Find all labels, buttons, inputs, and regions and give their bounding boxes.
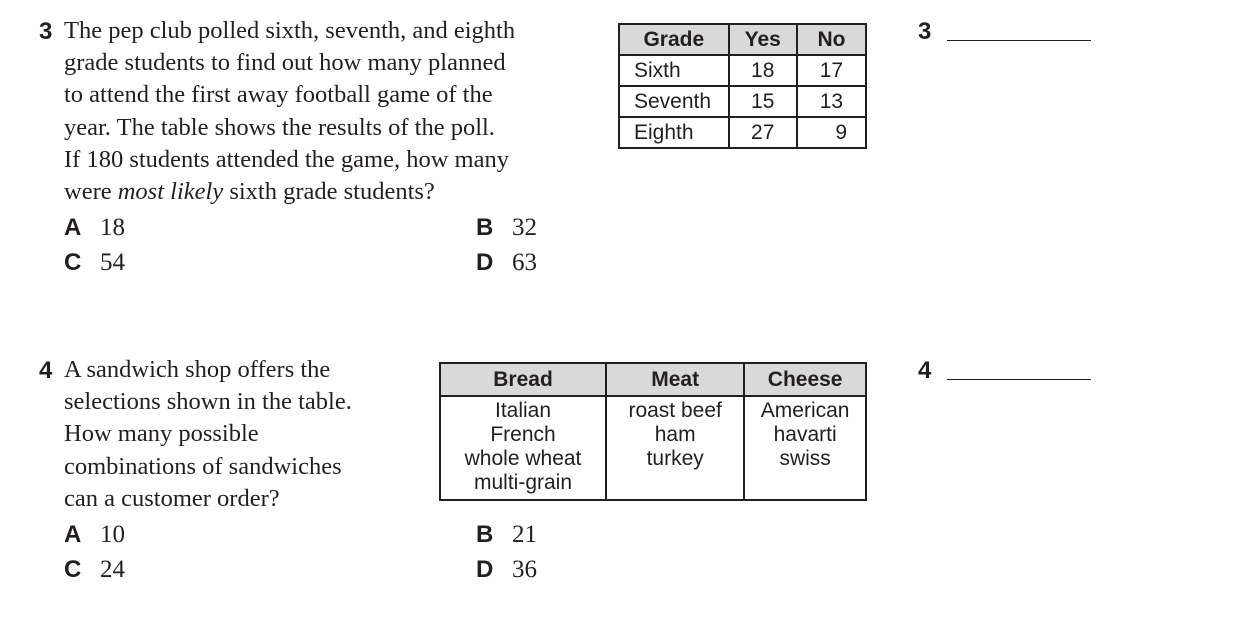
table-row <box>619 55 866 86</box>
choice-value: 36 <box>512 556 537 583</box>
yes-cell: 27 <box>729 117 797 148</box>
choice-3c[interactable] <box>64 247 125 279</box>
stem-text: were <box>64 178 118 206</box>
choice-3a[interactable] <box>64 212 125 244</box>
choice-3b[interactable] <box>476 212 537 244</box>
stem-line: A sandwich shop offers the <box>64 356 331 383</box>
stem-line: selections shown in the table. <box>64 388 352 416</box>
no-cell: 17 <box>797 55 866 86</box>
stem-line: to attend the first away football game of the <box>64 81 493 109</box>
column-header-cheese: Cheese <box>744 363 866 396</box>
question-3-stem <box>64 15 515 208</box>
choice-letter: D <box>476 249 494 276</box>
bread-option: whole wheat <box>464 447 582 470</box>
choice-4d[interactable] <box>476 554 537 586</box>
stem-line: If 180 students attended the game, how many <box>64 145 509 173</box>
poll-results-table <box>618 23 867 149</box>
cheese-option: havarti <box>773 423 837 446</box>
choice-4b[interactable] <box>476 519 537 551</box>
table-header-row <box>440 363 866 396</box>
stem-line: combinations of sandwiches <box>64 452 342 480</box>
stem-line: can a customer order? <box>64 484 280 512</box>
bread-option: multi-grain <box>474 471 573 494</box>
table-header-row <box>619 24 866 55</box>
choice-4a[interactable] <box>64 519 125 551</box>
column-header-yes: Yes <box>729 24 797 55</box>
column-header-grade: Grade <box>619 24 729 55</box>
column-header-meat: Meat <box>606 363 744 396</box>
grade-cell: Sixth <box>619 55 729 86</box>
bread-option: French <box>490 423 556 446</box>
stem-line: grade students to find out how many planned <box>64 49 506 77</box>
grade-cell: Seventh <box>619 86 729 117</box>
question-4-number: 4 <box>39 357 53 384</box>
choice-value: 21 <box>512 521 537 548</box>
question-3-number: 3 <box>39 18 53 45</box>
bread-option: Italian <box>495 399 552 422</box>
choice-value: 18 <box>100 214 125 241</box>
yes-cell: 18 <box>729 55 797 86</box>
stem-line: How many possible <box>64 420 259 448</box>
answer-3-blank[interactable] <box>947 40 1091 41</box>
stem-line-last <box>64 176 515 208</box>
meat-option: ham <box>654 423 696 446</box>
meat-options-cell <box>606 396 744 500</box>
column-header-bread: Bread <box>440 363 606 396</box>
cheese-option: American <box>760 399 850 422</box>
choice-letter: C <box>64 556 82 583</box>
choice-4c[interactable] <box>64 554 125 586</box>
meat-option: roast beef <box>628 399 722 422</box>
answer-3-label: 3 <box>918 18 932 45</box>
choice-value: 63 <box>512 249 537 276</box>
table-row <box>619 86 866 117</box>
bread-options-cell <box>440 396 606 500</box>
yes-cell: 15 <box>729 86 797 117</box>
choice-value: 32 <box>512 214 537 241</box>
choice-letter: B <box>476 214 494 241</box>
table-row <box>440 396 866 500</box>
choice-3d[interactable] <box>476 247 537 279</box>
choice-letter: C <box>64 249 82 276</box>
sandwich-options-table <box>439 362 867 501</box>
choice-letter: A <box>64 214 82 241</box>
stem-text: sixth grade students? <box>223 178 435 206</box>
cheese-options-cell <box>744 396 866 500</box>
stem-line: year. The table shows the results of the poll. <box>64 113 495 141</box>
no-cell: 13 <box>797 86 866 117</box>
choice-letter: A <box>64 521 82 548</box>
choice-letter: B <box>476 521 494 548</box>
choice-value: 24 <box>100 556 125 583</box>
choice-letter: D <box>476 556 494 583</box>
choice-value: 10 <box>100 521 125 548</box>
table-row <box>619 117 866 148</box>
answer-4-blank[interactable] <box>947 379 1091 380</box>
question-4-stem <box>64 354 352 515</box>
stem-line: The pep club polled sixth, seventh, and eighth <box>64 17 516 44</box>
stem-emphasis: most likely <box>117 178 224 206</box>
no-cell: 9 <box>797 117 866 148</box>
grade-cell: Eighth <box>619 117 729 148</box>
column-header-no: No <box>797 24 866 55</box>
answer-4-label: 4 <box>918 357 932 384</box>
choice-value: 54 <box>100 249 125 276</box>
cheese-option: swiss <box>779 447 831 470</box>
meat-option: turkey <box>646 447 704 470</box>
